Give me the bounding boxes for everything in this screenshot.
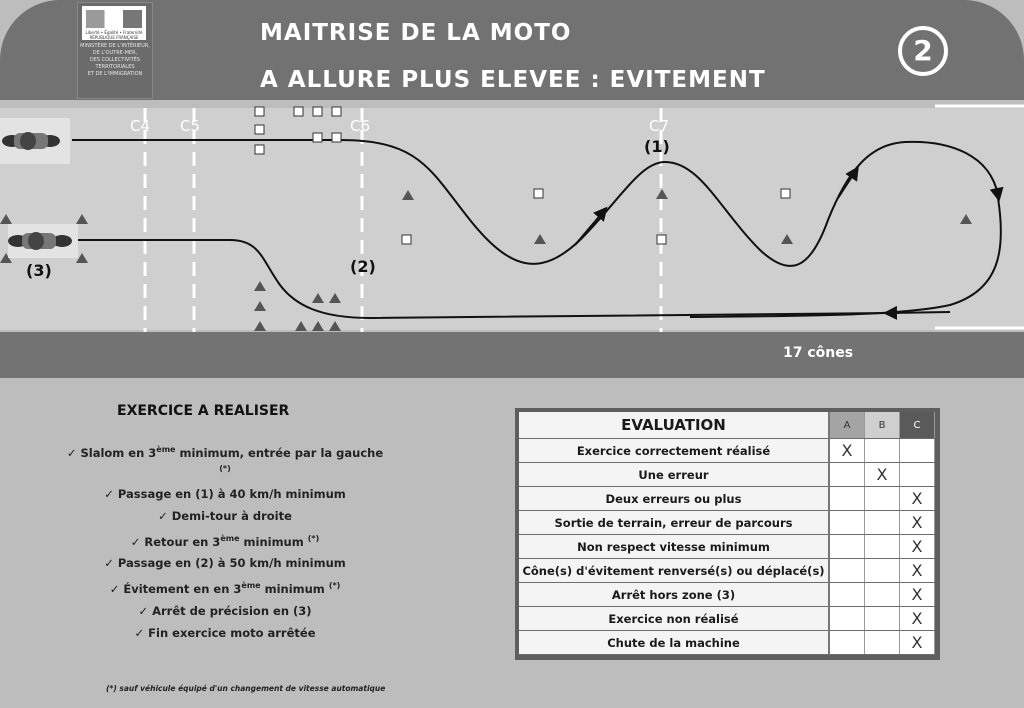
table-row (519, 631, 935, 655)
exercise-item (60, 487, 390, 502)
mark-cell (865, 607, 900, 631)
mark-cell (900, 463, 935, 487)
mark-cell: X (829, 439, 865, 463)
table-row (519, 487, 935, 511)
table-row (519, 607, 935, 631)
exercise-item-text-end: minimum, entrée par la gauche (175, 445, 384, 460)
title-line-1: MAITRISE DE LA MOTO (260, 20, 572, 46)
marker-c6-label: C6 (350, 117, 371, 135)
header-banner (0, 0, 1024, 103)
exercise-list (60, 442, 390, 648)
point-1-label: (1) (644, 137, 670, 156)
row-label: Chute de la machine (519, 631, 829, 655)
track-top-border (0, 100, 1024, 108)
check-icon: ✓ (66, 445, 77, 460)
logo-motto: Liberté • Égalité • Fraternité (85, 30, 143, 35)
check-icon: ✓ (104, 486, 114, 501)
marker-c4-label: C4 (130, 117, 151, 135)
table-row (519, 535, 935, 559)
cone-square (255, 145, 264, 154)
ministry-line: DES COLLECTIVITÉS (89, 57, 141, 63)
cone-square (255, 125, 264, 134)
mark-cell: X (865, 463, 900, 487)
exercise-item (60, 442, 390, 480)
mark-cell (829, 463, 865, 487)
check-icon: ✓ (109, 582, 120, 597)
mark-cell (829, 559, 865, 583)
row-label: Exercice correctement réalisé (519, 439, 829, 463)
mark-cell (865, 439, 900, 463)
mark-cell (865, 559, 900, 583)
motorcycle-top-icon (0, 118, 70, 164)
exercise-item-text: Retour en 3 (144, 534, 221, 549)
mark-cell: X (900, 583, 935, 607)
evaluation-panel (515, 408, 940, 660)
track-surface (0, 108, 1024, 330)
ministry-line: DE L'OUTRE-MER, (92, 50, 138, 56)
exercise-item-sup: ème (241, 581, 261, 591)
check-icon: ✓ (134, 626, 145, 641)
exercise-item-note: (*) (307, 533, 320, 543)
row-label: Arrêt hors zone (3) (519, 583, 829, 607)
exercise-item (60, 531, 390, 550)
cone-square (534, 189, 543, 198)
table-row (519, 463, 935, 487)
table-row (519, 439, 935, 463)
exercise-item-sup: ème (156, 445, 176, 454)
exercise-number-badge: 2 (898, 26, 948, 76)
cones-bar (0, 332, 1024, 378)
exercise-item-text: Évitement en en 3 (123, 582, 242, 597)
point-3-label: (3) (26, 261, 52, 280)
mark-cell: X (900, 607, 935, 631)
mark-cell (829, 631, 865, 655)
mark-cell (829, 511, 865, 535)
exercise-item-note: (*) (328, 581, 341, 591)
column-a-header: A (829, 412, 865, 439)
table-row (519, 511, 935, 535)
row-label: Sortie de terrain, erreur de parcours (519, 511, 829, 535)
row-label: Deux erreurs ou plus (519, 487, 829, 511)
exercise-item (60, 509, 390, 524)
cone-square (781, 189, 790, 198)
cone-square (313, 107, 322, 116)
exercise-item-sup: ème (220, 533, 240, 543)
cone-square (402, 235, 411, 244)
check-icon: ✓ (138, 604, 149, 619)
mark-cell (865, 535, 900, 559)
exercise-title: EXERCICE A REALISER (117, 403, 290, 419)
cone-square (313, 133, 322, 142)
title-line-2: A ALLURE PLUS ELEVEE : EVITEMENT (260, 67, 766, 93)
evaluation-title: EVALUATION (519, 412, 829, 439)
row-label: Exercice non réalisé (519, 607, 829, 631)
mark-cell: X (900, 511, 935, 535)
logo-ministry (80, 43, 150, 78)
mark-cell: X (900, 487, 935, 511)
exercise-item-text: Passage en (2) à 50 km/h minimum (117, 556, 346, 571)
exercise-item-text: Passage en (1) à 40 km/h minimum (117, 486, 346, 501)
mark-cell: X (900, 535, 935, 559)
exercise-item-text: Slalom en 3 (80, 445, 157, 460)
mark-cell (829, 607, 865, 631)
return-arrow (890, 312, 950, 313)
cone-square (657, 235, 666, 244)
evaluation-table (519, 412, 935, 655)
mark-cell (865, 487, 900, 511)
check-icon: ✓ (104, 556, 114, 571)
exercise-item (60, 626, 390, 641)
exercise-item-note: (*) (219, 463, 231, 473)
mark-cell: X (900, 559, 935, 583)
ministry-line: MINISTÈRE DE L'INTÉRIEUR, (80, 43, 150, 49)
tricolor-band (86, 10, 142, 28)
ministry-line: TERRITORIALES (95, 64, 135, 70)
mark-cell (829, 535, 865, 559)
marker-c5-label: C5 (180, 117, 201, 135)
republic-logo (77, 2, 153, 99)
ministry-line: ET DE L'IMMIGRATION (87, 71, 143, 77)
check-icon: ✓ (130, 534, 141, 549)
exercise-item-text: Demi-tour à droite (171, 508, 292, 523)
cone-square (332, 107, 341, 116)
logo-republic: RÉPUBLIQUE FRANÇAISE (89, 35, 139, 40)
table-row (519, 559, 935, 583)
exercise-item (60, 578, 390, 597)
footnote: (*) sauf véhicule équipé d'un changement de vitesse automatique (106, 684, 386, 693)
motorcycle-bottom-icon (8, 224, 78, 258)
evaluation-header-row (519, 412, 935, 439)
column-c-header: C (900, 412, 935, 439)
point-2-label: (2) (350, 257, 376, 276)
track-diagram (0, 100, 1024, 334)
mark-cell (865, 511, 900, 535)
marianne-emblem (82, 6, 146, 40)
check-icon: ✓ (158, 508, 168, 523)
exercise-item-text: Arrêt de précision en (3) (152, 604, 312, 619)
exercise-item-text-end: minimum (260, 582, 325, 597)
marker-c7-label: C7 (649, 117, 670, 135)
table-row (519, 583, 935, 607)
mark-cell (829, 583, 865, 607)
mark-cell (865, 583, 900, 607)
cone-square (255, 107, 264, 116)
exercise-item-text: Fin exercice moto arrêtée (148, 626, 316, 641)
cone-square (294, 107, 303, 116)
mark-cell (900, 439, 935, 463)
mark-cell (829, 487, 865, 511)
row-label: Non respect vitesse minimum (519, 535, 829, 559)
exercise-item (60, 604, 390, 619)
mark-cell (865, 631, 900, 655)
row-label: Cône(s) d'évitement renversé(s) ou déplacé(s) (519, 559, 829, 583)
column-b-header: B (865, 412, 900, 439)
cones-count: 17 cônes (783, 345, 854, 361)
mark-cell: X (900, 631, 935, 655)
row-label: Une erreur (519, 463, 829, 487)
exercise-item (60, 556, 390, 571)
cone-square (332, 133, 341, 142)
exercise-item-text-end: minimum (239, 534, 304, 549)
